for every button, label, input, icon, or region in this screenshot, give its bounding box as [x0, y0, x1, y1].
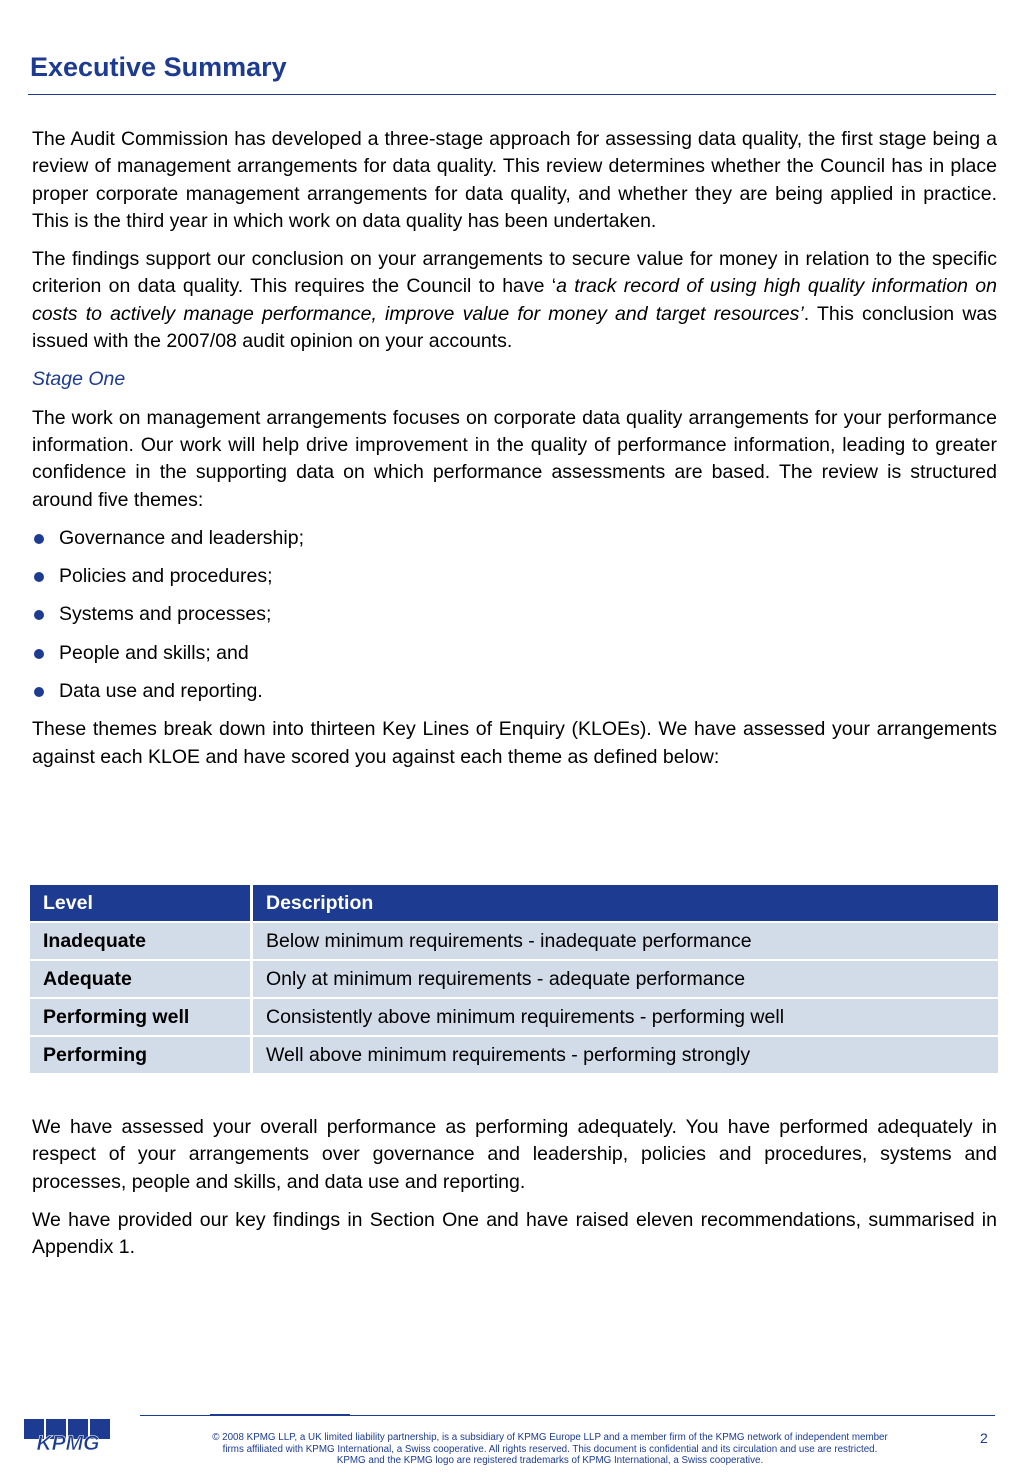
description-cell: Well above minimum requirements - performing strongly — [253, 1037, 998, 1075]
table-row — [30, 999, 998, 1037]
list-item — [32, 563, 997, 590]
themes-list — [32, 525, 997, 705]
bullet-icon — [34, 610, 44, 620]
list-item — [32, 525, 997, 552]
conclusion-section — [32, 1114, 997, 1272]
recommendations-paragraph: We have provided our key findings in Section One and have raised eleven recommendations, summarised in Appendix 1. — [32, 1208, 997, 1259]
theme-label: Policies and procedures; — [59, 565, 273, 588]
page-number: 2 — [980, 1430, 988, 1446]
bullet-icon — [34, 572, 44, 582]
footer-divider-accent — [210, 1414, 350, 1416]
overall-performance-paragraph: We have assessed your overall performance as performing adequately. You have performed adequately in respect of your arrangements over governance and leadership, policies and procedures, systems and processes, people and skills, and data use and reporting. — [32, 1116, 997, 1193]
svg-text:KPMG: KPMG — [36, 1432, 100, 1453]
findings-paragraph — [32, 246, 997, 355]
table-header-row — [30, 885, 998, 923]
theme-label: Governance and leadership; — [59, 526, 304, 549]
copyright-line: KPMG and the KPMG logo are registered trademarks of KPMG International, a Swiss cooperative. — [336, 1455, 764, 1466]
kloe-paragraph: These themes break down into thirteen Key Lines of Enquiry (KLOEs). We have assessed your arrangements against each KLOE and have scored you against each theme as defined below: — [32, 718, 997, 768]
theme-label: Data use and reporting. — [59, 680, 263, 703]
column-header-description: Description — [253, 885, 998, 923]
bullet-icon — [34, 687, 44, 697]
intro-section — [32, 126, 997, 782]
level-cell: Performing well — [30, 999, 253, 1037]
list-item — [32, 640, 997, 667]
findings-text: The findings support our conclusion on your arrangements to secure value for money in relation to the specific criterion on data quality. This requires the Council to have ‘ — [32, 248, 997, 298]
copyright-line: firms affiliated with KPMG International, a Swiss cooperative. All rights reserved. This document is confidential and its circulation and use are restricted. — [222, 1443, 878, 1455]
level-cell: Performing — [30, 1037, 253, 1075]
table-row — [30, 923, 998, 961]
stage-one-heading: Stage One — [32, 368, 126, 391]
level-cell: Inadequate — [30, 923, 253, 961]
column-header-level: Level — [30, 885, 253, 923]
description-cell: Below minimum requirements - inadequate performance — [253, 923, 998, 961]
list-item — [32, 601, 997, 628]
table-row — [30, 1037, 998, 1075]
table-row — [30, 961, 998, 999]
description-cell: Only at minimum requirements - adequate performance — [253, 961, 998, 999]
list-item — [32, 678, 997, 705]
bullet-icon — [34, 534, 44, 544]
copyright-line: © 2008 KPMG LLP, a UK limited liability partnership, is a subsidiary of KPMG Europe LLP and a member firm of the KPMG network of independent member — [212, 1432, 888, 1443]
description-cell: Consistently above minimum requirements - performing well — [253, 999, 998, 1037]
findings-text-end: . This conclusion was issued with the 2007/08 audit opinion on your accounts. — [32, 302, 997, 353]
bullet-icon — [34, 649, 44, 659]
level-cell: Adequate — [30, 961, 253, 999]
intro-paragraph: The Audit Commission has developed a three-stage approach for assessing data quality, the first stage being a review of management arrangements for data quality. This review determines whether the Council has in place proper corporate management arrangements for data quality, and whether they are being applied in practice. This is the third year in which work on data quality has been undertaken. — [32, 128, 997, 232]
copyright-notice — [150, 1432, 950, 1467]
title-divider — [28, 94, 996, 95]
kpmg-logo — [24, 1419, 112, 1453]
stage-one-paragraph: The work on management arrangements focuses on corporate data quality arrangements for your performance information. Our work will help drive improvement in the quality of performance information, leading to greater confidence in the supporting data on which performance assessments are based. The review is structured around five themes: — [32, 406, 997, 511]
findings-quote: a track record of using high quality information on costs to actively manage performance, improve value for money and target resources’ — [32, 275, 998, 325]
theme-label: People and skills; and — [59, 641, 249, 664]
page-title: Executive Summary — [30, 52, 287, 82]
theme-label: Systems and processes; — [59, 603, 272, 626]
levels-table — [30, 885, 998, 1075]
